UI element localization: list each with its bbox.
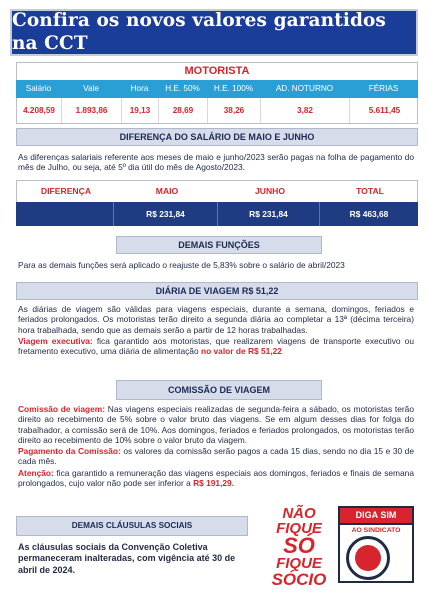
col-total: TOTAL [356,186,384,197]
val-junho: R$ 231,84 [218,202,320,226]
stamp-seal-center [355,545,381,571]
comissao-heading: COMISSÃO DE VIAGEM [116,380,322,400]
val-maio: R$ 231,84 [114,202,218,226]
col-vale: Vale [83,84,99,93]
val-diferenca [16,202,114,226]
val-hora: 19,13 [122,98,159,123]
val-salario: 4.208,59 [17,98,62,123]
demais-funcoes-text: Para as demais funções será aplicado o reajuste de 5,83% sobre o salário de abril/2023 [18,260,345,270]
demais-funcoes-heading: DEMAIS FUNÇÕES [116,236,322,254]
campaign-word-1: NÃO [282,505,316,522]
motorista-columns [16,80,418,98]
col-he100: H.E. 100% [213,84,254,93]
campaign-word-2: FIQUE [276,520,322,537]
col-maio: MAIO [155,186,179,197]
val-ad-noturno: 3,82 [261,98,350,123]
comissao-p3: Atenção: fica garantido a remuneração das viagens especiais aos domingos, feriados e finais de semana prolongados, cujo valor não pode ser inferior a R$ 191,29. [18,467,414,488]
motorista-table [16,62,418,124]
col-ad-noturno: AD. NOTURNO [275,84,334,93]
campaign-word-3: SÓ [283,533,315,558]
val-he50: 28,69 [159,98,208,123]
stamp-subtitle: AO SINDICATO [351,526,401,534]
diferenca-values [16,202,418,226]
campaign-word-5: SÓCIO [271,570,327,589]
stamp-body [338,525,414,583]
col-junho: JUNHO [254,186,286,197]
diferenca-text: As diferenças salariais referente aos meses de maio e junho/2023 serão pagas na folha de pagamento do mês de Julho, ou seja, até 5º dia útil do mês de Agosto/2023. [18,152,414,173]
page-title: Confira os novos valores garantidos na CCT [12,9,386,54]
col-hora: Hora [130,84,149,93]
campaign-word-4: FIQUE [276,555,322,572]
stamp-title: DIGA SIM [338,506,414,525]
union-stamp-logo [338,506,414,588]
val-total: R$ 463,68 [349,208,389,219]
demais-clausulas-heading: DEMAIS CLÁUSULAS SOCIAIS [16,516,248,536]
col-diferenca: DIFERENÇA [40,186,92,197]
diaria-heading [16,282,418,300]
val-ferias: 5.611,45 [368,105,401,115]
comissao-p1: Comissão de viagem: Nas viagens especiais realizadas de segunda-feira a sábado, os motoristas terão direito ao recebimento de 5% sobre o valor bruto das viagens. Se em algum desses dias for folga do trabalhador, a comissão será de 10%. Aos domingos, feriados e feriados prolongados, os motoristas terão direito ao recebimento de 10% sobre o valor bruto da viagem. [18,404,414,445]
demais-clausulas-text: As cláusulas sociais da Convenção Coletiva permaneceram inalteradas, com vigência até 30 de abril de 2024. [18,542,236,575]
col-he50: H.E. 50% [165,84,200,93]
val-vale: 1.893,86 [62,98,122,123]
motorista-heading: MOTORISTA [16,62,418,80]
val-he100: 38,26 [208,98,261,123]
motorista-values [16,98,418,124]
viagem-executiva: Viagem executiva: fica garantido aos motoristas, que realizarem viagens de transporte executivo ou fretamento executivo, uma diária de alimentação no valor de R$ 51,22 [18,335,414,356]
diaria-heading-label: DIÁRIA DE VIAGEM [155,285,240,296]
comissao-text [18,404,414,489]
diaria-heading-value: R$ 51,22 [241,285,279,296]
col-salario: Salário [25,84,52,93]
page-title-banner [10,9,418,56]
diferenca-heading: DIFERENÇA DO SALÁRIO DE MAIO E JUNHO [16,128,418,146]
comissao-p2: Pagamento da Comissão: os valores da comissão serão pagos a cada 15 dias, sendo no dia 15 e 30 de cada mês. [18,446,414,467]
campaign-logo [262,506,336,588]
diaria-text: As diárias de viagem são válidas para viagens especiais, durante a semana, domingos, feriados e feriados prolongados. Os motoristas terão direito a segunda diária ao completar a 13ª (décima terceira) hora trabalhada, sendo que as demais serão a partir de 12 horas trabalhadas. Viagem executiva: fica garantido aos motoristas, que realizarem viagens de transporte executivo ou fretamento executivo, uma diária de alimentação no valor de R$ 51,22 [18,304,414,356]
stamp-seal-icon [346,536,390,580]
col-ferias: FÉRIAS [368,84,399,93]
diferenca-columns [16,180,418,202]
diferenca-table [16,180,418,226]
